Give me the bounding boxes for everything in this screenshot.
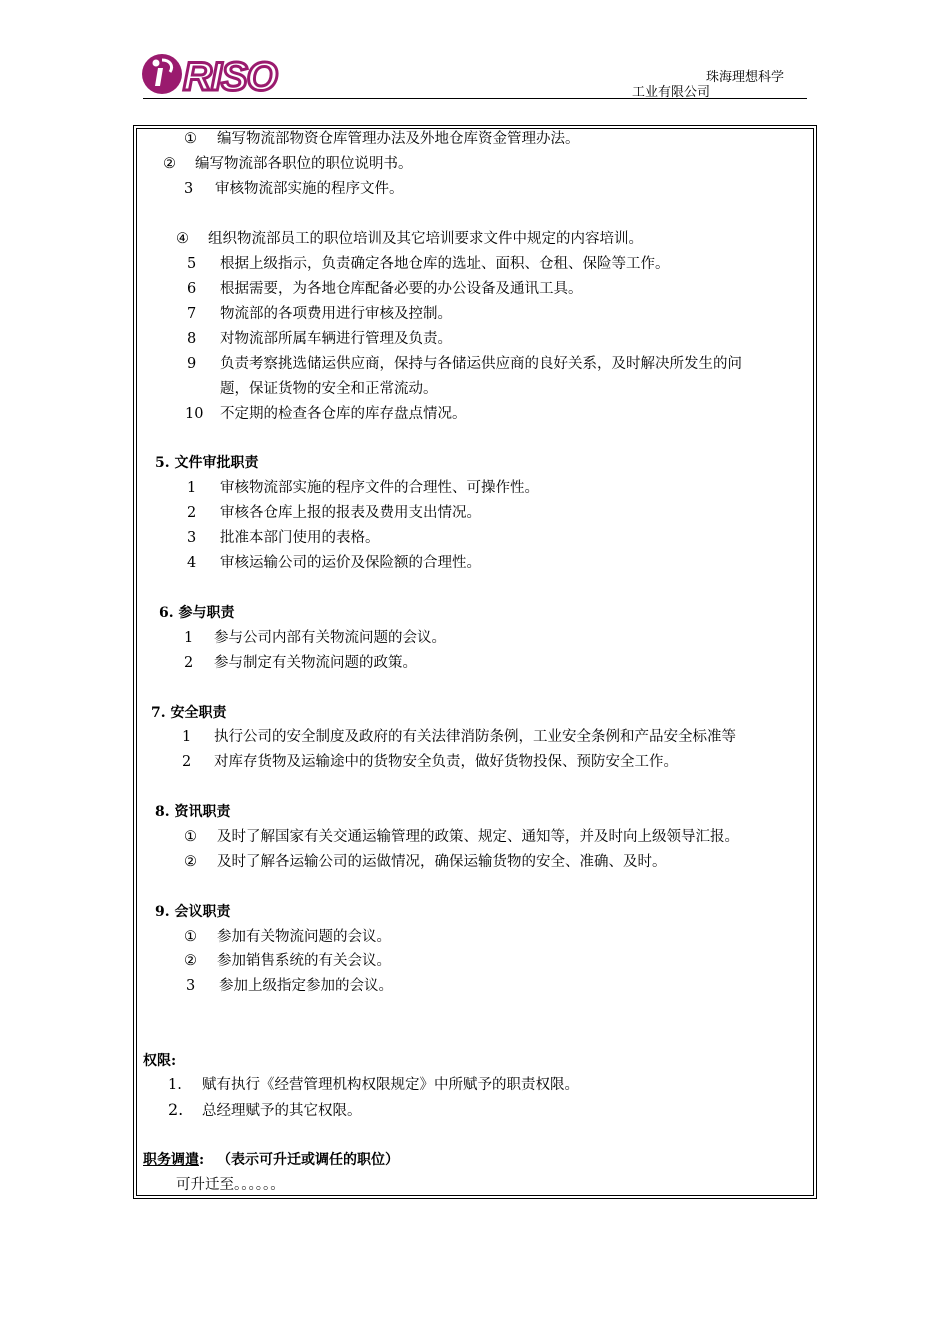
list-item: 参加销售系统的有关会议。	[217, 953, 391, 969]
list-item: 审核物流部实施的程序文件。	[215, 181, 404, 197]
list-item: 编写物流部物资仓库管理办法及外地仓库资金管理办法。	[217, 131, 580, 147]
logo-text: RISO	[183, 55, 277, 98]
list-item-number: 6	[187, 281, 197, 297]
list-item-number: 4	[187, 555, 197, 571]
list-item: 负责考察挑选储运供应商，保持与各储运供应商的良好关系，及时解决所发生的问	[220, 356, 742, 372]
list-item-number: 8	[187, 331, 197, 347]
list-item-number: 9	[187, 356, 197, 372]
list-item-number: ①	[184, 131, 197, 147]
list-item: 组织物流部员工的职位培训及其它培训要求文件中规定的内容培训。	[208, 231, 643, 247]
list-item-number: 1	[187, 480, 197, 496]
list-item-number: 2	[184, 655, 194, 671]
list-item-number: ①	[184, 929, 197, 945]
list-item-number: 1	[184, 630, 194, 646]
list-item: 审核各仓库上报的报表及费用支出情况。	[220, 505, 481, 521]
list-item: 审核物流部实施的程序文件的合理性、可操作性。	[220, 480, 539, 496]
list-item: 批准本部门使用的表格。	[220, 530, 380, 546]
list-item: 参与制定有关物流问题的政策。	[214, 655, 417, 671]
section-heading: 5. 文件审批职责	[155, 455, 259, 471]
section-heading: 8. 资讯职责	[155, 804, 231, 820]
list-item-number: 3	[184, 181, 194, 197]
transfer-heading	[143, 1151, 399, 1169]
list-item: 参与公司内部有关物流问题的会议。	[214, 630, 446, 646]
riso-logo	[140, 50, 300, 98]
list-item: 及时了解国家有关交通运输管理的政策、规定、通知等，并及时向上级领导汇报。	[217, 829, 739, 845]
list-item-number: 2	[187, 505, 197, 521]
list-item-number: ②	[184, 953, 197, 969]
list-item: 总经理赋予的其它权限。	[202, 1103, 362, 1119]
list-item-number: 1.	[168, 1077, 182, 1093]
authority-heading: 权限:	[143, 1053, 177, 1069]
list-item: 参加有关物流问题的会议。	[217, 929, 391, 945]
list-item-number: ①	[184, 829, 197, 845]
section-heading: 9. 会议职责	[155, 904, 231, 920]
list-item-number: 3	[186, 978, 196, 994]
section-heading: 7. 安全职责	[151, 705, 227, 721]
list-item-number: 2	[182, 754, 192, 770]
list-item-number: 1	[182, 729, 192, 745]
list-item-continuation: 题，保证货物的安全和正常流动。	[220, 381, 438, 397]
header-divider	[143, 98, 807, 99]
list-item: 及时了解各运输公司的运做情况，确保运输货物的安全、准确、及时。	[217, 854, 667, 870]
transfer-text: 可升迁至。。。。。。	[176, 1177, 285, 1193]
list-item: 不定期的检查各仓库的库存盘点情况。	[220, 406, 467, 422]
list-item-number: ②	[163, 156, 176, 172]
list-item-number: 2.	[168, 1100, 184, 1119]
list-item: 物流部的各项费用进行审核及控制。	[220, 306, 452, 322]
list-item: 赋有执行《经营管理机构权限规定》中所赋予的职责权限。	[202, 1077, 579, 1093]
list-item-number: 5	[187, 256, 197, 272]
list-item: 对库存货物及运输途中的货物安全负责，做好货物投保、预防安全工作。	[214, 754, 678, 770]
list-item-number: ②	[184, 854, 197, 870]
transfer-note: （表示可升迁或调任的职位）	[217, 1152, 400, 1168]
section-heading: 6. 参与职责	[159, 605, 235, 621]
list-item: 对物流部所属车辆进行管理及负责。	[220, 331, 452, 347]
list-item-number: 10	[185, 406, 204, 422]
transfer-colon: :	[199, 1152, 205, 1168]
list-item: 参加上级指定参加的会议。	[219, 978, 393, 994]
list-item-number: ④	[176, 231, 189, 247]
list-item: 根据需要，为各地仓库配备必要的办公设备及通讯工具。	[220, 281, 583, 297]
list-item: 根据上级指示，负责确定各地仓库的选址、面积、仓租、保险等工作。	[220, 256, 670, 272]
list-item-number: 3	[187, 530, 197, 546]
list-item-number: 7	[187, 306, 197, 322]
list-item: 编写物流部各职位的职位说明书。	[195, 156, 413, 172]
list-item: 审核运输公司的运价及保险额的合理性。	[220, 555, 481, 571]
list-item: 执行公司的安全制度及政府的有关法律消防条例，工业安全条例和产品安全标准等	[214, 729, 736, 745]
company-name-line1: 珠海理想科学	[706, 70, 785, 85]
company-name-line2: 工业有限公司	[632, 85, 711, 100]
transfer-title: 职务调遣	[143, 1152, 199, 1168]
